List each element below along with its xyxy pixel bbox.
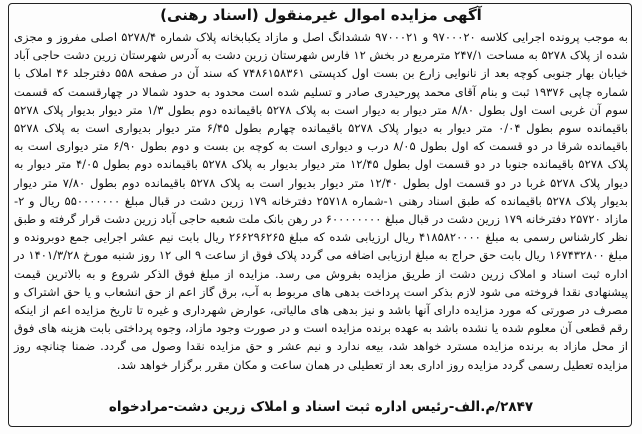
notice-body: به موجب پرونده اجرایی کلاسه ۹۷۰۰۰۲۰ و ۹۷۰۰۰۲۱ ششدانگ اصل و مازاد یکبابخانه پلاک شماره ۵۲۷۸/۴ اصلی مفروز و مجزی شده از پلاک ۵۲۷۸ به مساحت ۲۴۷/۱ مترمربع در بخش ۱۲ فارس شهرستان زرین دشت به آدرس شهرستان زرین دشت حاجی آباد خیابان بهار جنوبی کوچه بعد از نانوایی زارع بن بست اول کدپستی ۷۴۸۶۱۵۸۳۶۱ که سند آن در صفحه ۵۵۸ دفترجلد ۴۶ املاک با شماره چاپی ۱۹۳۷۶ ثبت و بنام آقای محمد پورحیدری صادر و تسلیم شده است محدود به حدود شمالا در چهارقسمت که قسمت سوم آن غربی است اول بطول ۸/۸۰ متر دیوار به دیوار است به پلاک ۵۲۷۸ باقیمانده دوم بطول ۱/۳ متر دیوار بدیوار پلاک ۵۲۷۸ باقیمانده سوم بطول ۰/۰۴ متر دیوار به دیوار پلاک ۵۲۷۸ باقیمانده چهارم بطول ۶/۴۵ متر دیوار بدیواری است به پلاک ۵۲۷۸ باقیمانده شرقا در دو قسمت که اول بطول ۸/۰۵ درب و دیواری است به کوچه بن بست و دوم بطول ۶/۹۰ متر دیواری است به پلاک ۵۲۷۸ باقیمانده جنوبا در دو قسمت اول بطول ۱۲/۴۵ متر دیوار بدیوار به پلاک ۵۲۷۸ باقیمانده دوم بطول ۴/۰۵ متر دیوار به دیوار پلاک ۵۲۷۸ غربا در دو قسمت اول بطول ۱۲/۴۰ متر دیوار بدیوار است به پلاک ۵۲۷۸ باقیمانده دوم بطول ۷/۸۰ متر دیوار بدیوار پلاک ۵۲۷۸ باقیمانده که طبق اسناد رهنی ۱-شماره ۲۵۷۱۸ دفترخانه ۱۷۹ زرین دشت در قبال مبلغ ۵۵۰۰۰۰۰۰۰ ریال و ۲-مازاد ۲۵۷۲۰ دفترخانه ۱۷۹ زرین دشت در قبال مبلغ ۶۰۰۰۰۰۰۰۰ در رهن بانک ملت شعبه حاجی آباد زرین دشت قرار گرفته و طبق نظر کارشناس رسمی به مبلغ ۴۱۸۵۸۲۰۰۰۰ ریال ارزیابی شده که مبلغ ۲۶۶۲۹۶۲۶۵ ریال بابت نیم عشر اجرایی جمع دوبرونده و مبلغ ۱۶۷۴۳۲۸۰۰ ریال بابت حق حراج به مبلغ ارزیابی اضافه می گردد پلاک فوق از ساعت ۹ الی ۱۲ روز شنبه مورخ ۱۴۰۱/۳/۲۸ در اداره ثبت اسناد و املاک زرین دشت از طریق مزایده بفروش می رسد. مزایده از مبلغ فوق الذکر شروع و به بالاترین قیمت پیشنهادی نقدا فروخته می شود لازم بذکر است پرداخت بدهی های مربوط به آب، برق گاز اعم از حق انشعاب و یا حق اشتراک و مصرف در صورتی که مورد مزایده دارای آنها باشد و نیز بدهی های مالیاتی، عوارض شهرداری و غیره تا تاریخ مزایده اعم از اینکه رقم قطعی آن معلوم شده یا نشده باشد به عهده برنده مزایده است و در صورت وجود مازاد، وجوه پرداختی بابت هزینه های فوق از محل مازاد به برنده مزایده مسترد خواهد شد، بیعه ندارد و نیم عشر و حق مزایده نقدا وصول می گردد. ضمنا چنانچه روز مزایده تعطیل رسمی گردد مزایده روز اداری بعد از تعطیلی در همان ساعت و مکان مقرر برگزار خواهد شد. (14, 30, 629, 372)
notice-signature: ۲۸۴۷/م.الف-رئیس اداره ثبت اسناد و املاک زرین دشت-مرادخواه (108, 399, 534, 415)
notice-title: آگهی مزایده اموال غیرمنقول (اسناد رهنی) (160, 6, 482, 24)
